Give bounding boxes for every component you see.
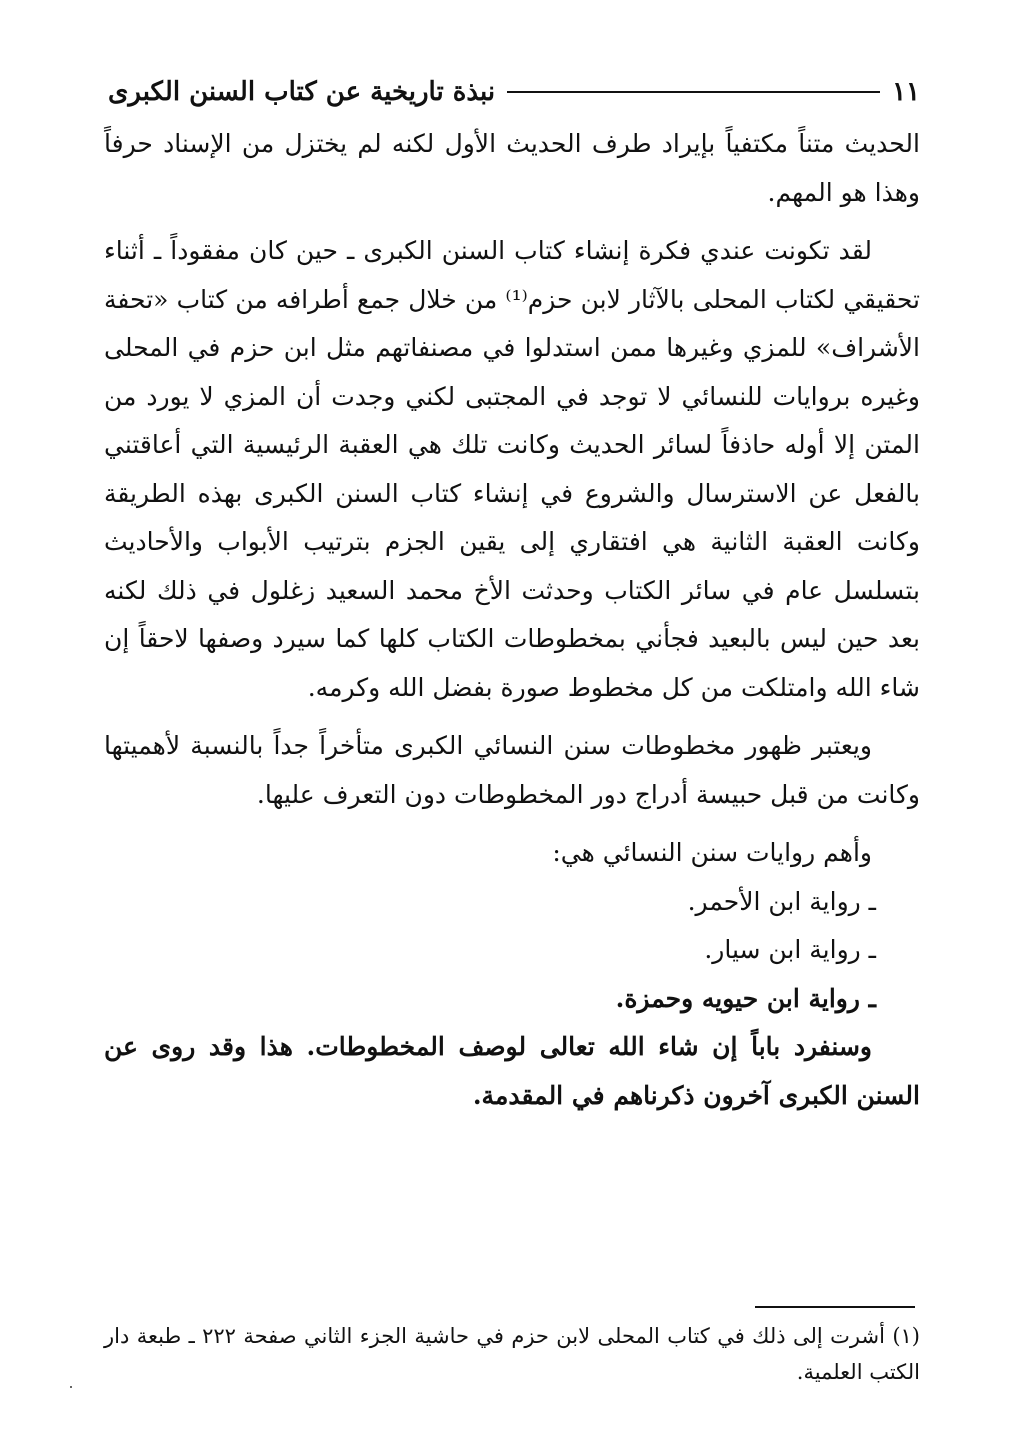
- header-rule: [507, 91, 880, 93]
- list-item: ـ رواية ابن الأحمر.: [687, 886, 876, 916]
- list-item: ـ رواية ابن سيار.: [704, 935, 876, 964]
- list-item: ـ رواية ابن حيويه وحمزة.: [615, 983, 876, 1013]
- paragraph-2: لقد تكونت عندي فكرة إنشاء كتاب السنن الكبرى ـ حين كان مفقوداً ـ أثناء تحقيقي لكتاب المحلى بالآثار لابن حزم⁽¹⁾ من خلال جمع أطرافه من كتاب «تحفة الأشراف» للمزي وغيرها ممن استدلوا في مصنفاتهم مثل ابن حزم في المحلى وغيره بروايات للنسائي لا توجد في المجتبى لكني وجدت أن المزي لا يورد من المتن إلا أوله حاذفاً لسائر الحديث وكانت تلك هي العقبة الرئيسية التي أعاقتني بالفعل عن الاسترسال والشروع في إنشاء كتاب السنن الكبرى بهذه الطريقة وكانت العقبة الثانية هي افتقاري إلى يقين الجزم بترتيب الأبواب والأحاديث بتسلسل عام في سائر الكتاب وحدثت الأخ محمد السعيد زغلول في ذلك لكنه بعد حين ليس بالبعيد فجأني بمخطوطات الكتاب كلها كما سيرد وصفها لاحقاً إن شاء الله وامتلكت من كل مخطوط صورة بفضل الله وكرمه.: [104, 236, 920, 702]
- footnote: (١) أشرت إلى ذلك في كتاب المحلى لابن حزم في حاشية الجزء الثاني صفحة ٢٢٢ ـ طبعة دار الكتب العلمية.: [104, 1324, 920, 1384]
- paragraph-4: وأهم روايات سنن النسائي هي:: [552, 838, 872, 867]
- scan-speck: [70, 1386, 72, 1388]
- paragraph-5: وسنفرد باباً إن شاء الله تعالى لوصف المخطوطات. هذا وقد روى عن السنن الكبرى آخرون ذكرناهم في المقدمة.: [104, 1032, 920, 1110]
- footnote-divider: [755, 1306, 915, 1308]
- body-text: [104, 120, 920, 1130]
- running-header: [108, 70, 920, 114]
- running-title: نبذة تاريخية عن كتاب السنن الكبرى: [108, 77, 496, 107]
- paragraph-1: الحديث متناً مكتفياً بإيراد طرف الحديث الأول لكنه لم يختزل من الإسناد حرفاً وهذا هو المهم.: [104, 129, 920, 207]
- paragraph-3: ويعتبر ظهور مخطوطات سنن النسائي الكبرى متأخراً جداً بالنسبة لأهميتها وكانت من قبل حبيسة أدراج دور المخطوطات دون التعرف عليها.: [104, 731, 920, 809]
- page-number: ١١: [892, 77, 920, 107]
